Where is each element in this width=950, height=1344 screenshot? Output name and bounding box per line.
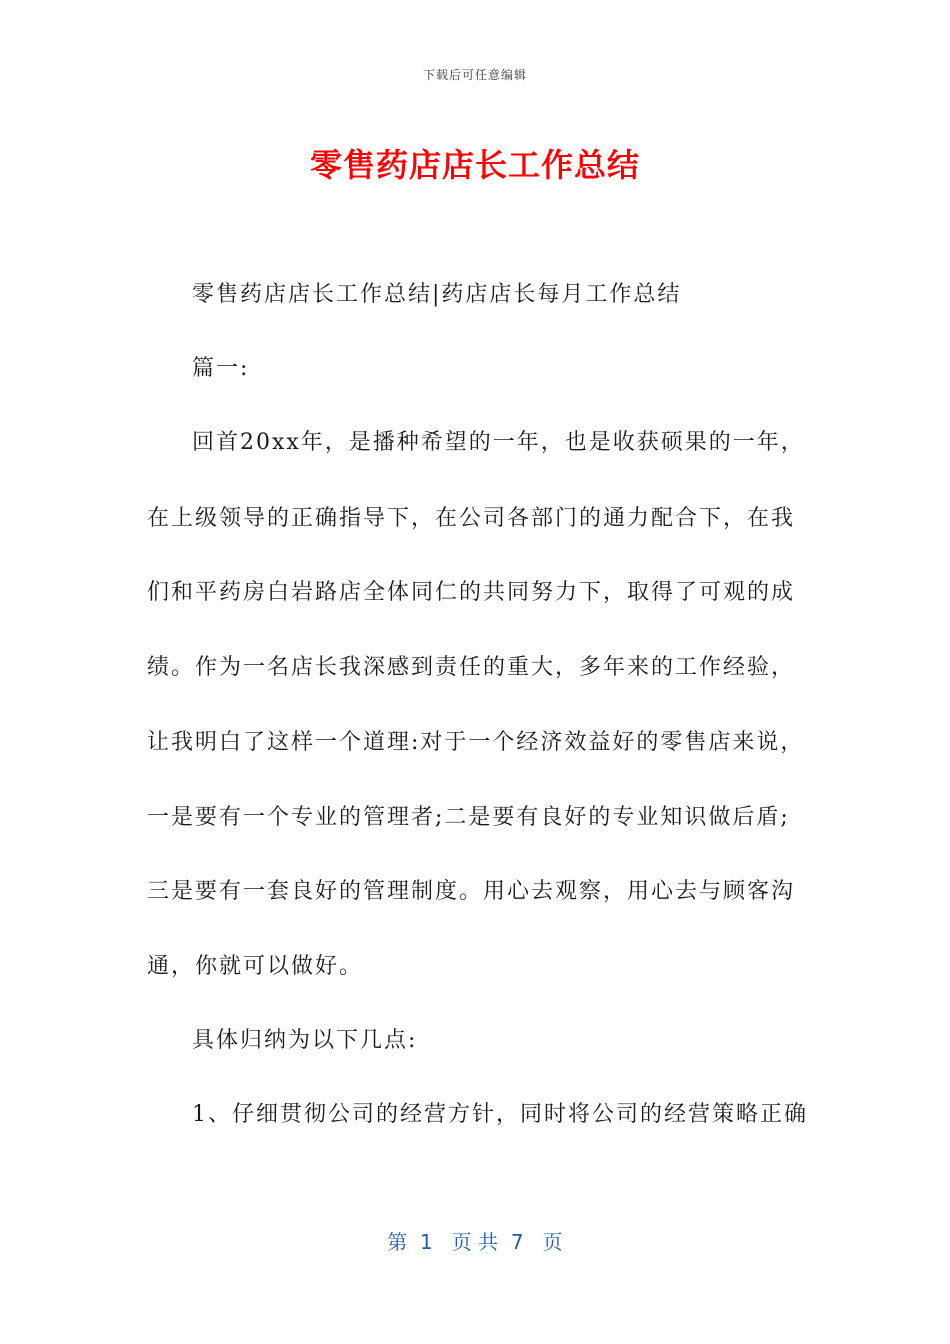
page-number: 第 1 页 共 7 页 — [387, 1230, 563, 1254]
paragraph-line: 一是要有一个专业的管理者;二是要有良好的专业知识做后盾; — [147, 805, 790, 830]
list-item: 1、仔细贯彻公司的经营方针，同时将公司的经营策略正确 — [192, 1102, 808, 1127]
paragraph-line: 回首20xx年，是播种希望的一年，也是收获硕果的一年， — [192, 430, 805, 455]
paragraph-line: 通，你就可以做好。 — [147, 954, 364, 979]
section-heading: 篇一: — [192, 356, 250, 381]
summary-intro: 具体归纳为以下几点: — [192, 1028, 418, 1053]
paragraph-line: 在上级领导的正确指导下，在公司各部门的通力配合下，在我 — [147, 506, 796, 531]
paragraph-line: 们和平药房白岩路店全体同仁的共同努力下，取得了可观的成 — [147, 580, 796, 605]
paragraph-line: 绩。作为一名店长我深感到责任的重大，多年来的工作经验， — [147, 655, 796, 680]
download-note: 下载后可任意编辑 — [422, 68, 527, 82]
paragraph-line: 三是要有一套良好的管理制度。用心去观察，用心去与顾客沟 — [147, 879, 796, 904]
subtitle-line: 零售药店店长工作总结|药店店长每月工作总结 — [192, 282, 682, 307]
paragraph-line: 让我明白了这样一个道理:对于一个经济效益好的零售店来说， — [147, 730, 805, 755]
document-title: 零售药店店长工作总结 — [309, 146, 640, 184]
